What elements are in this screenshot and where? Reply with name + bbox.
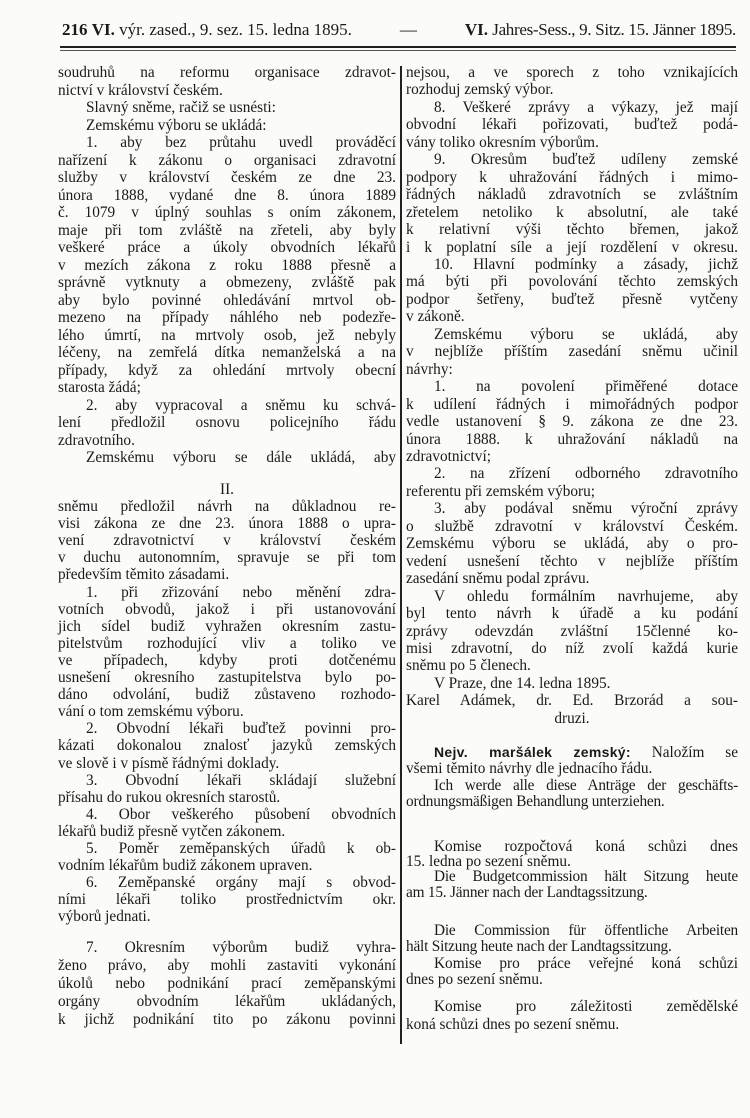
text-line: ve případech, kdyby proti dotčenému: [58, 651, 396, 669]
text-line: o službě zdravotní v království Českém.: [406, 517, 738, 535]
text-line: mezeno na případy náhlého neb podezře-: [58, 309, 396, 326]
text-line: ve slově i v písmě řádnými doklady.: [58, 754, 280, 772]
text-line: služby v království českém ze dne 23.: [58, 169, 396, 186]
text-line: orgány obvodním lékařům ukládaných,: [58, 993, 396, 1010]
text-line: 1. při zřizování nebo měnění zdra-: [86, 583, 396, 601]
text-line: podpory k uhražování řádných i mimo-: [406, 168, 738, 186]
page-number: 216: [62, 20, 88, 39]
text-line: Die Budgetcommission hält Sitzung heute: [434, 868, 738, 886]
session-number-de: VI.: [464, 20, 488, 39]
text-line: vení zdravotnictví v království českém: [58, 532, 396, 550]
text-line: 10. Hlavní podmínky a zásady, jichž: [434, 255, 738, 273]
text-line: vodním lékařům budiž zákonem upraven.: [58, 857, 313, 875]
paragraph: [58, 939, 396, 1029]
text-line: veškeré práce a úkoly obvodních lékařů: [58, 239, 396, 256]
text-line: zprávy odevzdán zvláštní 15členné ko-: [406, 622, 738, 640]
paragraph: [58, 134, 396, 397]
text-line: [406, 744, 738, 761]
paragraph: [406, 64, 738, 99]
text-line: Komise pro práce veřejné koná schůzi: [434, 954, 738, 972]
running-header: [62, 20, 736, 40]
text-line: 5. Poměr zeměpanských úřadů k ob-: [86, 839, 396, 857]
header-german-text: Jahres-Sess., 9. Sitz. 15. Jänner 1895.: [492, 20, 736, 39]
text-line: ními lékaři toliko prostřednictvím okr.: [58, 891, 396, 909]
text-line: 1. aby bez průtahu uvedl prováděcí: [86, 134, 396, 151]
text-line: hält Sitzung heute nach der Landtagssitzung.: [406, 938, 672, 956]
text-line: 1. na povolení přiměřené dotace: [434, 378, 738, 396]
text-line: k jichž podnikání tito po zákonu povinni: [58, 1011, 396, 1028]
text-line: V Praze, dne 14. ledna 1895.: [434, 674, 611, 692]
text-line: nejsou, a ve sporech z toho vznikajících: [406, 64, 738, 81]
paragraph: [58, 449, 396, 467]
paragraph: [406, 99, 738, 151]
right-column-block-1: [406, 64, 738, 727]
section-heading: [406, 710, 738, 727]
right-column-block-public-works-commission: [406, 923, 738, 988]
text-line: jich sídel budiž vyhražen okresním zastu-: [58, 617, 396, 635]
text-line: léčeny, na zemřelá dítka nemanželská a na: [58, 344, 396, 361]
text-line: i k poplatní síle a její rozdělení v okresu.: [406, 238, 738, 256]
paragraph: [406, 465, 738, 500]
paragraph: [406, 588, 738, 675]
header-rule-thin: [60, 50, 736, 51]
text-line: zasedání sněmu podal zprávu.: [406, 570, 590, 588]
text-line: maje při tom zvláště na zřeteli, aby byly: [58, 221, 396, 239]
text-line: k relativní výši těchto břemen, jakož: [406, 221, 738, 239]
paragraph: [406, 956, 738, 989]
text-line: ordnungsmäßigen Behandlung unterziehen.: [406, 792, 665, 810]
text-line: rozhoduj zemský výbor.: [406, 81, 554, 99]
text-line: V ohledu formálním navrhujeme, aby: [434, 587, 738, 605]
text-line: soudruhů na reformu organisace zdravot-: [58, 64, 396, 81]
text-line: byl tento návrh k úřadě a ku podání: [406, 605, 738, 623]
paragraph: [406, 869, 738, 899]
paragraph: [406, 256, 738, 326]
text-line: vedle ustanovení § 9. zákona ze dne 23.: [406, 413, 738, 431]
text-line: dnes po sezení sněmu.: [406, 970, 543, 988]
text-line: Slavný sněme, račiž se usnésti:: [86, 99, 276, 116]
text-line: Die Commission für öffentliche Arbeiten: [434, 922, 738, 939]
left-column-block-1: [58, 64, 396, 467]
text-line: aby bylo povinné ohledávání mrtvol ob-: [58, 291, 396, 309]
text-line: především těmito zásadami.: [58, 566, 230, 584]
left-column-block-2: [58, 481, 396, 925]
paragraph: [406, 151, 738, 256]
text-line: Komise pro záležitosti zemědělské: [434, 998, 738, 1015]
text-line: referentu při zemském výboru;: [406, 482, 596, 500]
text-line: v duchu autonomním, spravuje se při tom: [58, 549, 396, 567]
header-czech: [62, 20, 352, 40]
paragraph: [58, 397, 396, 450]
text-line: všemi těmito návrhy dle jednacího řádu.: [406, 760, 653, 778]
text-line: v mezích zákona z roku 1888 přesně a: [58, 256, 396, 274]
text-line: 2. aby vypracoval a sněmu ku schvá-: [86, 396, 396, 414]
text-line: druzi.: [554, 709, 590, 727]
speaker-name: Nejv. maršálek zemský:: [434, 744, 631, 760]
text-line: zdravotnictví;: [406, 447, 491, 465]
text-line: misi zdravotní, do níž zvolí každá kurie: [406, 639, 738, 657]
column-divider: [400, 66, 402, 1044]
text-line: votních obvodů, jakož i při ustanovování: [58, 600, 396, 618]
text-line: úkolů nebo podnikání prací zeměpanskými: [58, 975, 396, 992]
text-line: Karel Adámek, dr. Ed. Brzorád a sou-: [406, 692, 738, 710]
paragraph: [406, 535, 738, 587]
section-heading: [58, 481, 396, 498]
text-line: 9. Okresům buďtež udíleny zemské: [434, 151, 738, 169]
text-line: přísahu do rukou okresních starostů.: [58, 788, 281, 806]
text-line: případy, když za ohledání mrtvoly obecní: [58, 361, 396, 379]
text-line: řádných nákladů zdravotních se zvláštním: [406, 186, 738, 204]
text-line: k udílení řádných i mimořádných podpor: [406, 395, 738, 413]
paragraph: [406, 326, 738, 378]
text-line: č. 1079 v úplný souhlas s oním zákonem,: [58, 204, 396, 221]
text-line: 6. Zeměpanské orgány mají s obvod-: [86, 874, 396, 892]
paragraph: [58, 874, 396, 925]
text-line: 3. aby podával sněmu výroční zprávy: [434, 500, 738, 518]
paragraph: [58, 99, 396, 117]
text-line: II.: [219, 481, 234, 498]
paragraph: [58, 772, 396, 806]
text-line: nictví v království českém.: [58, 81, 223, 99]
text-line: 2. Obvodní lékaři buďtež povinni pro-: [86, 720, 396, 738]
paragraph: [406, 998, 738, 1034]
text-line: am 15. Jänner nach der Landtagssitzung.: [406, 883, 648, 901]
text-line: dáno odvolání, budiž zůstaveno rozhodo-: [58, 686, 396, 704]
text-line: vání o tom zemskému výboru.: [58, 703, 244, 721]
text-line: lékařů budiž přesně vytčen zákonem.: [58, 822, 286, 840]
paragraph: [406, 839, 738, 869]
paragraph: [58, 806, 396, 840]
header-czech-text: výr. zased., 9. sez. 15. ledna 1895.: [119, 20, 352, 39]
text-line: 3. Obvodní lékaři skládají služební: [86, 771, 396, 789]
text-line: návrhy:: [406, 360, 453, 378]
text-line: 8. Veškeré zprávy a výkazy, jež mají: [434, 98, 738, 116]
text-line: Zemskému výboru se dále ukládá, aby: [86, 449, 396, 466]
header-german: [465, 20, 736, 40]
text-line: lení předložil osnovu policejního řádu: [58, 414, 396, 431]
text-line: sněmu po 5 členech.: [406, 657, 531, 675]
text-line: února 1888, vydané dne 8. února 1889: [58, 186, 396, 204]
text-line: kázati dokonalou znalosť jazyků zemských: [58, 737, 396, 755]
text-line: ženo právo, aby mohli zastaviti vykonání: [58, 957, 396, 974]
text-line: lého úmrtí, na mrtvoly osob, jež nebyly: [58, 326, 396, 344]
text-line: 4. Obor veškerého působení obvodních: [86, 805, 396, 823]
header-dash: —: [399, 20, 417, 39]
header-rule: [60, 46, 736, 48]
paragraph: [406, 923, 738, 956]
text-line: zřetelem netoliko k absolutní, ale také: [406, 203, 738, 221]
text-line: starosta žádá;: [58, 379, 141, 396]
text-line: 15. ledna po sezení sněmu.: [406, 853, 571, 871]
right-column-block-speech: [406, 744, 738, 810]
right-column-block-budget-commission: [406, 839, 738, 900]
speech-paragraph: [406, 744, 738, 778]
paragraph: [58, 840, 396, 874]
paragraph: [406, 692, 738, 709]
text-line: v zákoně.: [406, 308, 465, 326]
paragraph: [406, 778, 738, 811]
text-line: podpor šetřeny, buďtež přesně vytčeny: [406, 290, 738, 308]
paragraph: [58, 64, 396, 99]
text-line: Zemskému výboru se ukládá, aby o pro-: [406, 535, 738, 553]
text-line: vedení usnešení těchto v nejblíže příštím: [406, 552, 738, 570]
text-line: nařízení k zákonu o organisaci zdravotní: [58, 151, 396, 169]
text-line: sněmu předložil návrh na důkladnou re-: [58, 498, 396, 516]
text-line: 2. na zřízení odborného zdravotního: [434, 465, 738, 483]
paragraph: [58, 117, 396, 135]
text-line: visi zákona ze dne 23. února 1888 o upra-: [58, 515, 396, 533]
text-line: usnešení okresního zastupitelstva bylo po-: [58, 669, 396, 687]
text-line: koná schůzi dnes po sezení sněmu.: [406, 1016, 620, 1033]
text-line: výborů jednati.: [58, 908, 151, 926]
left-column-block-3: [58, 939, 396, 1029]
text-line: zdravotního.: [58, 431, 135, 449]
right-column-block-agriculture-commission: [406, 998, 738, 1034]
paragraph: [406, 675, 738, 692]
text-line: obvodní lékaři pořizovati, buďtež podá-: [406, 116, 738, 134]
text-line: má býti při povolování těchto zemských: [406, 273, 738, 291]
paragraph: [58, 498, 396, 583]
text-line: správně vytknuty a obmezeny, zvláště pak: [58, 274, 396, 291]
text-line: února 1888. k uhražování nákladů na: [406, 430, 738, 448]
text-line: Zemskému výboru se ukládá, aby: [434, 325, 738, 343]
speech-text: Naložím se: [651, 744, 738, 761]
paragraph: [406, 378, 738, 465]
text-line: v nejblíže příštím zasedání sněmu učinil: [406, 343, 738, 361]
paragraph: [58, 584, 396, 721]
text-line: Komise rozpočtová koná schůzi dnes: [434, 838, 738, 855]
text-line: Zemskému výboru se ukládá:: [86, 116, 267, 134]
paragraph: [406, 500, 738, 535]
session-number-cz: VI.: [91, 20, 115, 39]
text-line: 7. Okresním výborům budiž vyhra-: [86, 939, 396, 956]
text-line: vány toliko okresním výborům.: [406, 133, 599, 151]
paragraph: [58, 720, 396, 771]
text-line: Ich werde alle diese Anträge der geschäfts-: [434, 776, 738, 794]
text-line: pitelstvům rozhodující vliv a toliko ve: [58, 634, 396, 652]
